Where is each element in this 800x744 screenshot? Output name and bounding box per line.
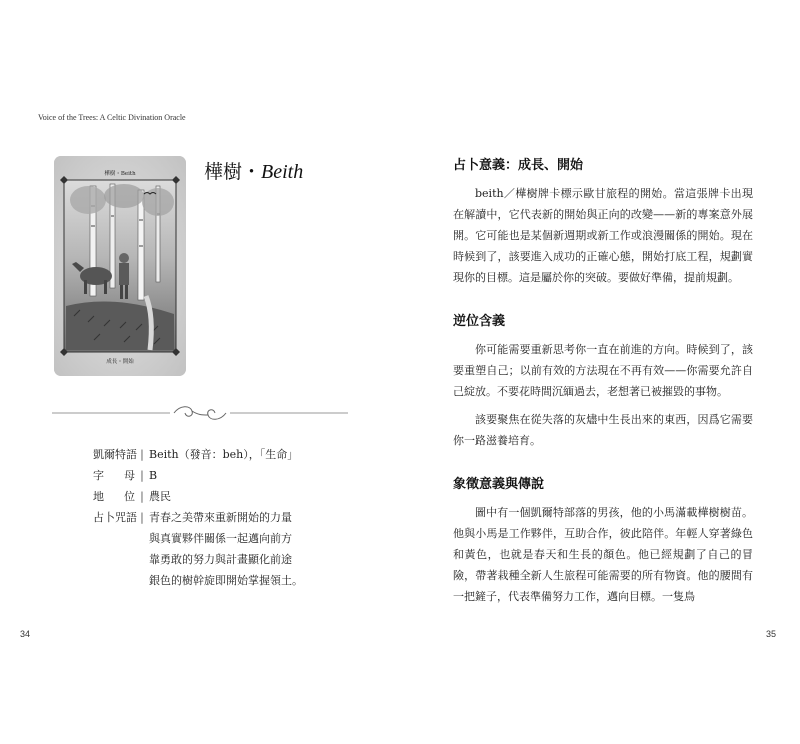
paragraph: 該要聚焦在從失落的灰燼中生長出來的東西，因爲它需要你一路滋養培育。 <box>453 413 753 447</box>
attribute-label: 字 母 <box>93 469 135 482</box>
attribute-row-status <box>93 486 303 507</box>
oracle-card-image <box>54 156 186 376</box>
attribute-row-language <box>93 444 303 465</box>
card-illustration <box>54 156 186 376</box>
card-title-cjk: 樺樹・ <box>204 161 262 183</box>
section-heading-meaning: 占卜意義：成長、開始 <box>453 158 584 173</box>
paragraph: beith／樺樹牌卡標示歐甘旅程的開始。當這張牌卡出現在解讀中，它代表新的開始與正向的改變——新的專案意外展開。它可能也是某個新週期或新工作或浪漫關係的開始。現在時候到了，該要進入成功的正確心態，開始打底工程，規劃實現你的目標。這是屬於你的突破。要做好準備，提前規劃。 <box>453 187 753 284</box>
attribute-label: 凱 爾 特 語 <box>93 448 137 461</box>
section-heading-symbolism: 象徵意義與傳說 <box>453 477 545 492</box>
right-page-content <box>453 154 753 607</box>
attribute-value: 農民 <box>149 490 171 503</box>
attribute-value: Beith（發音：beh），「生命」 <box>149 448 299 461</box>
spell-verse <box>93 528 303 591</box>
attribute-separator: | <box>140 511 144 524</box>
attribute-label: 地 位 <box>93 490 135 503</box>
card-bottom-label: 成長・開始 <box>106 359 134 365</box>
attribute-separator: | <box>140 490 144 503</box>
page-number-left: 34 <box>20 629 31 639</box>
card-top-label: 樺樹・Beith <box>104 171 136 177</box>
card-title <box>204 157 303 184</box>
running-title: Voice of the Trees: A Celtic Divination Oracle <box>38 113 186 122</box>
attribute-separator: | <box>140 469 144 482</box>
attribute-separator: | <box>140 448 144 461</box>
attribute-value: 青春之美帶來重新開始的力量 <box>149 511 292 524</box>
verse-line: 與真實夥伴關係一起邁向前方 <box>149 532 292 545</box>
card-attributes <box>93 444 303 591</box>
verse-line: 靠勇敢的努力與計畫顯化前途 <box>149 553 292 566</box>
ornament-divider <box>52 403 348 423</box>
page-number-right: 35 <box>766 629 777 639</box>
attribute-label: 占 卜 咒 語 <box>93 511 137 524</box>
verse-line: 銀色的樹幹旋即開始掌握領土。 <box>149 574 303 587</box>
attribute-value: B <box>149 469 158 482</box>
paragraph: 你可能需要重新思考你一直在前進的方向。時候到了，該要重塑自己；以前有效的方法現在不再有效——你需要允許自己綻放。不要花時間沉緬過去，老想著已被摧毀的事物。 <box>453 343 753 398</box>
attribute-row-spell <box>93 507 303 528</box>
section-heading-reversed: 逆位含義 <box>453 314 506 329</box>
card-title-latin: Beith <box>261 161 304 183</box>
paragraph: 圖中有一個凱爾特部落的男孩，他的小馬滿載樺樹樹苗。他與小馬是工作夥伴，互助合作，彼此陪伴。年輕人穿著綠色和黃色，也就是春天和生長的顏色。他已經規劃了自己的冒險，帶著栽種全新人生旅程可能需要的所有物資。他的腰間有一把鏟子，代表準備努力工作，邁向目標。一隻鳥 <box>453 506 753 603</box>
attribute-row-letter <box>93 465 303 486</box>
